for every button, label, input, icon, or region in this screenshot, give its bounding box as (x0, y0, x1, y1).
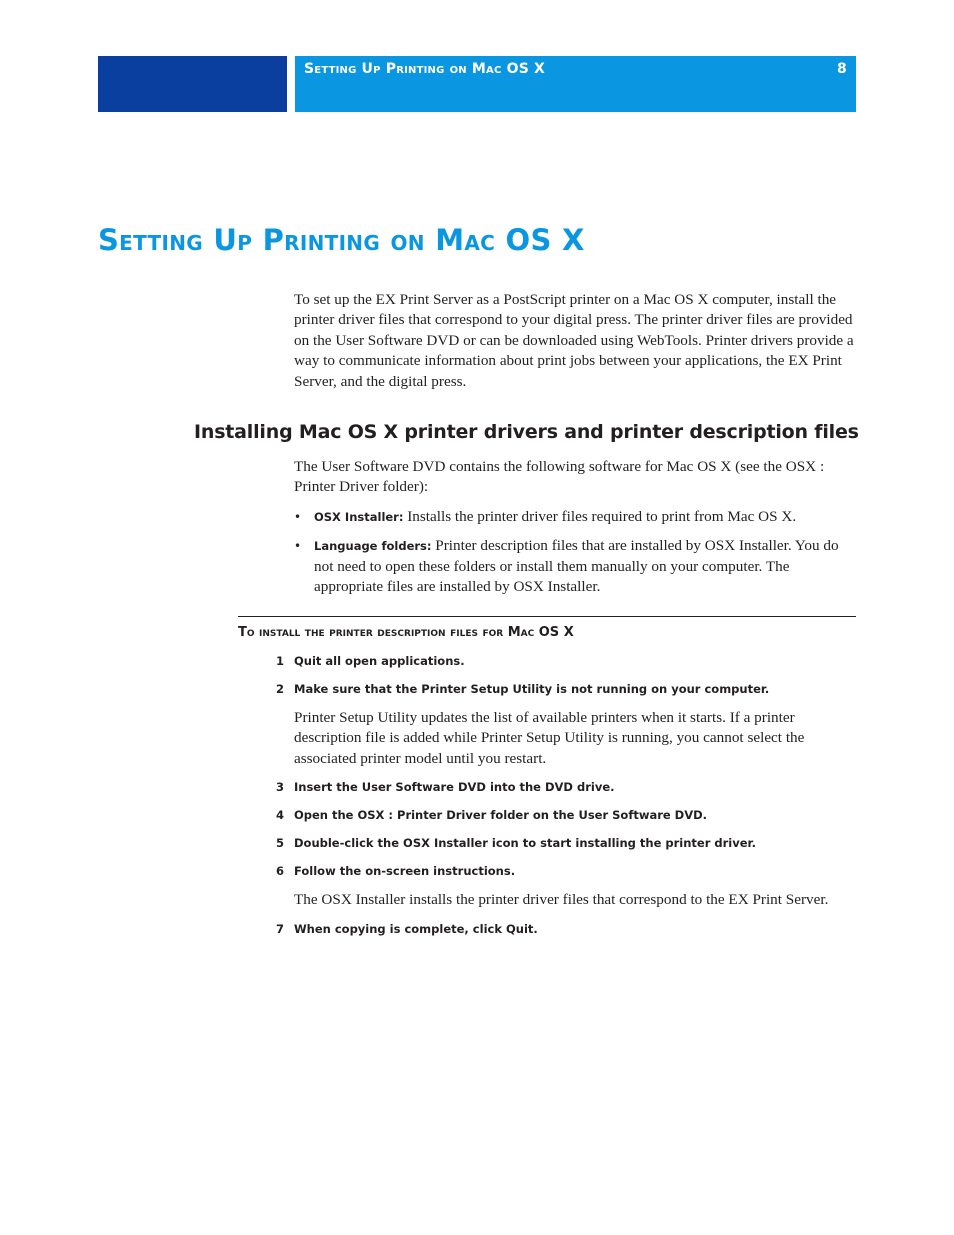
page-title: Setting Up Printing on Mac OS X (98, 223, 585, 257)
step-number: 3 (276, 780, 285, 794)
section-heading: Installing Mac OS X printer drivers and printer description files (194, 421, 859, 443)
step-number: 4 (276, 808, 285, 822)
procedure-step (276, 653, 856, 669)
step-text: When copying is complete, click Quit. (294, 922, 538, 936)
section-divider (238, 616, 856, 617)
procedure-step (276, 863, 856, 879)
list-item (294, 507, 856, 527)
procedure-step (276, 807, 856, 823)
procedure-step (276, 681, 856, 697)
step-number: 2 (276, 682, 285, 696)
step-text: Insert the User Software DVD into the DVD drive. (294, 780, 615, 794)
procedure-step (276, 779, 856, 795)
procedure-heading: To install the printer description files for Mac OS X (238, 625, 574, 640)
list-item-text: Installs the printer driver files required to print from Mac OS X. (403, 508, 797, 525)
header-bar (295, 56, 856, 112)
step-number: 6 (276, 864, 285, 878)
step-6-note: The OSX Installer installs the printer driver files that correspond to the EX Print Server. (294, 891, 829, 908)
step-text: Open the OSX : Printer Driver folder on the User Software DVD. (294, 808, 708, 822)
header-block-left (98, 56, 287, 112)
step-text: Double-click the OSX Installer icon to start installing the printer driver. (294, 836, 756, 850)
bullet-icon: • (294, 510, 302, 524)
step-number: 5 (276, 836, 285, 850)
bullet-icon: • (294, 539, 302, 554)
procedure-step (276, 921, 856, 937)
step-text: Quit all open applications. (294, 654, 465, 668)
page-number: 8 (837, 61, 847, 77)
section-intro-paragraph: The User Software DVD contains the following software for Mac OS X (see the OSX : Printer Driver folder): (294, 458, 825, 496)
list-item-term: Language folders: (314, 539, 432, 554)
software-list (294, 507, 856, 607)
step-text: Make sure that the Printer Setup Utility is not running on your computer. (294, 682, 770, 696)
step-text: Follow the on-screen instructions. (294, 864, 516, 878)
list-item-term: OSX Installer: (314, 510, 404, 524)
list-item-text: Printer description files that are installed by OSX Installer. You do not need to open these folders or install them manually on your computer. The appropriate files are installed by OSX Installer. (314, 537, 839, 596)
step-2-note: Printer Setup Utility updates the list of available printers when it starts. If a printer description file is added while Printer Setup Utility is running, you cannot select the associated printer model until you restart. (294, 709, 805, 767)
intro-paragraph: To set up the EX Print Server as a PostScript printer on a Mac OS X computer, install the printer driver files that correspond to your digital press. The printer driver files are provided on the User Software DVD or can be downloaded using WebTools. Printer drivers provide a way to communicate information about print jobs between your applications, the EX Print Server, and the digital press. (294, 291, 854, 390)
step-number: 7 (276, 922, 285, 936)
list-item (294, 536, 856, 597)
running-header-title: Setting Up Printing on Mac OS X (304, 61, 546, 77)
step-number: 1 (276, 654, 285, 668)
procedure-step (276, 835, 856, 851)
